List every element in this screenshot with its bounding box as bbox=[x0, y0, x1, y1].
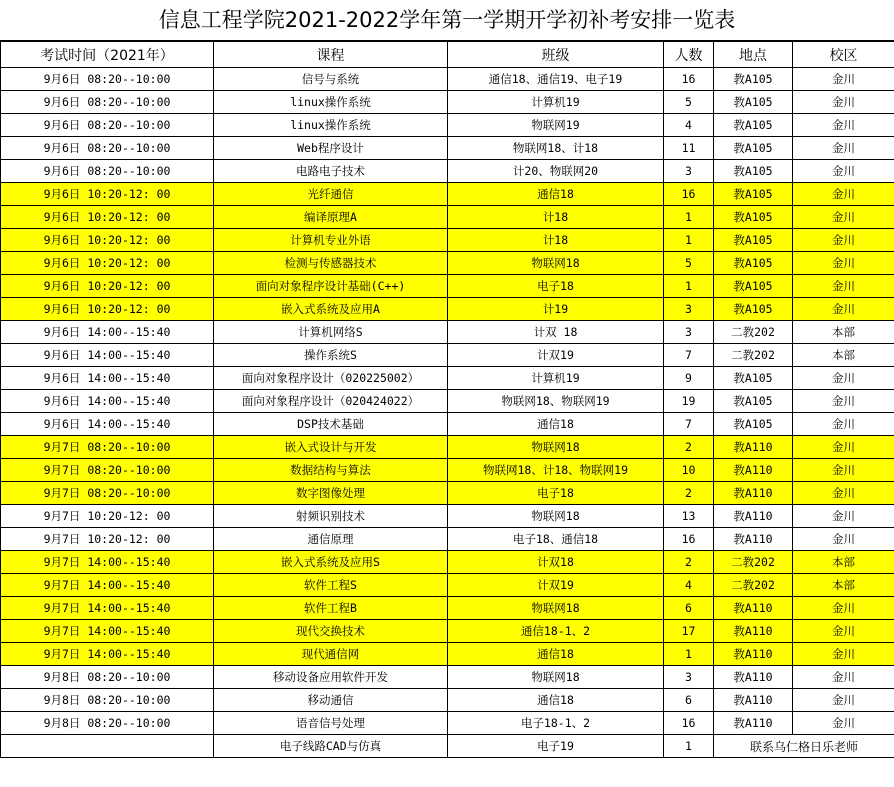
cell-course: 嵌入式系统及应用S bbox=[214, 551, 448, 574]
cell-time: 9月7日 14:00--15:40 bbox=[1, 597, 214, 620]
cell-campus: 金川 bbox=[793, 712, 894, 735]
header-campus: 校区 bbox=[793, 42, 894, 68]
cell-campus: 金川 bbox=[793, 160, 894, 183]
cell-time: 9月8日 08:20--10:00 bbox=[1, 689, 214, 712]
cell-count: 16 bbox=[664, 712, 714, 735]
cell-class: 电子18 bbox=[448, 482, 664, 505]
cell-place: 教A105 bbox=[714, 183, 793, 206]
cell-campus: 金川 bbox=[793, 528, 894, 551]
exam-table bbox=[0, 41, 894, 758]
cell-place: 教A105 bbox=[714, 367, 793, 390]
cell-time: 9月6日 08:20--10:00 bbox=[1, 160, 214, 183]
cell-count: 16 bbox=[664, 183, 714, 206]
cell-class: 通信18 bbox=[448, 413, 664, 436]
table-row bbox=[1, 137, 894, 160]
cell-campus: 金川 bbox=[793, 275, 894, 298]
cell-place: 教A110 bbox=[714, 689, 793, 712]
table-row bbox=[1, 68, 894, 91]
cell-count: 16 bbox=[664, 528, 714, 551]
cell-time: 9月6日 14:00--15:40 bbox=[1, 413, 214, 436]
cell-place: 教A105 bbox=[714, 160, 793, 183]
cell-time: 9月7日 08:20--10:00 bbox=[1, 482, 214, 505]
cell-campus: 金川 bbox=[793, 436, 894, 459]
cell-campus: 金川 bbox=[793, 666, 894, 689]
table-row bbox=[1, 528, 894, 551]
table-row bbox=[1, 574, 894, 597]
cell-place: 教A105 bbox=[714, 91, 793, 114]
cell-campus: 金川 bbox=[793, 505, 894, 528]
cell-course: 现代交换技术 bbox=[214, 620, 448, 643]
cell-count: 13 bbox=[664, 505, 714, 528]
cell-class: 计双 18 bbox=[448, 321, 664, 344]
table-row bbox=[1, 91, 894, 114]
cell-class: 计18 bbox=[448, 229, 664, 252]
cell-time: 9月6日 14:00--15:40 bbox=[1, 367, 214, 390]
cell-time: 9月7日 14:00--15:40 bbox=[1, 620, 214, 643]
cell-class: 计双19 bbox=[448, 574, 664, 597]
cell-campus: 本部 bbox=[793, 551, 894, 574]
cell-campus: 本部 bbox=[793, 344, 894, 367]
cell-class: 电子18 bbox=[448, 275, 664, 298]
cell-place: 教A110 bbox=[714, 666, 793, 689]
cell-contact-note: 联系乌仁格日乐老师 bbox=[714, 735, 894, 758]
cell-place: 教A110 bbox=[714, 482, 793, 505]
cell-course: 软件工程B bbox=[214, 597, 448, 620]
cell-course: 面向对象程序设计基础(C++) bbox=[214, 275, 448, 298]
cell-class: 计18 bbox=[448, 206, 664, 229]
cell-count: 2 bbox=[664, 482, 714, 505]
cell-class: 电子19 bbox=[448, 735, 664, 758]
cell-time: 9月6日 10:20-12: 00 bbox=[1, 206, 214, 229]
cell-course: 信号与系统 bbox=[214, 68, 448, 91]
cell-course: 计算机专业外语 bbox=[214, 229, 448, 252]
cell-count: 3 bbox=[664, 298, 714, 321]
cell-time: 9月6日 10:20-12: 00 bbox=[1, 183, 214, 206]
cell-course: 编译原理A bbox=[214, 206, 448, 229]
cell-count: 16 bbox=[664, 68, 714, 91]
cell-campus: 金川 bbox=[793, 229, 894, 252]
cell-count: 9 bbox=[664, 367, 714, 390]
cell-place: 教A105 bbox=[714, 252, 793, 275]
cell-count: 17 bbox=[664, 620, 714, 643]
cell-class: 通信18、通信19、电子19 bbox=[448, 68, 664, 91]
cell-course: 移动通信 bbox=[214, 689, 448, 712]
table-row bbox=[1, 344, 894, 367]
header-row bbox=[1, 42, 894, 68]
table-row bbox=[1, 321, 894, 344]
sheet-title: 信息工程学院2021-2022学年第一学期开学初补考安排一览表 bbox=[0, 0, 894, 41]
table-row bbox=[1, 206, 894, 229]
cell-campus: 金川 bbox=[793, 482, 894, 505]
table-row bbox=[1, 413, 894, 436]
header-time: 考试时间（2021年） bbox=[1, 42, 214, 68]
cell-time: 9月6日 08:20--10:00 bbox=[1, 137, 214, 160]
table-row bbox=[1, 436, 894, 459]
cell-time: 9月6日 08:20--10:00 bbox=[1, 68, 214, 91]
cell-campus: 金川 bbox=[793, 459, 894, 482]
cell-place: 二教202 bbox=[714, 344, 793, 367]
cell-time: 9月6日 08:20--10:00 bbox=[1, 114, 214, 137]
header-count: 人数 bbox=[664, 42, 714, 68]
cell-count: 3 bbox=[664, 321, 714, 344]
cell-count: 5 bbox=[664, 252, 714, 275]
cell-campus: 金川 bbox=[793, 298, 894, 321]
cell-count: 10 bbox=[664, 459, 714, 482]
cell-time: 9月7日 10:20-12: 00 bbox=[1, 528, 214, 551]
cell-class: 通信18 bbox=[448, 183, 664, 206]
cell-count: 4 bbox=[664, 114, 714, 137]
cell-course: 语音信号处理 bbox=[214, 712, 448, 735]
cell-class: 计19 bbox=[448, 298, 664, 321]
cell-course: linux操作系统 bbox=[214, 114, 448, 137]
cell-class: 电子18-1、2 bbox=[448, 712, 664, 735]
cell-class: 物联网18 bbox=[448, 436, 664, 459]
table-row bbox=[1, 505, 894, 528]
cell-campus: 金川 bbox=[793, 367, 894, 390]
cell-place: 教A110 bbox=[714, 459, 793, 482]
cell-course: 电子线路CAD与仿真 bbox=[214, 735, 448, 758]
cell-class: 电子18、通信18 bbox=[448, 528, 664, 551]
table-row bbox=[1, 643, 894, 666]
cell-class: 计算机19 bbox=[448, 91, 664, 114]
table-row bbox=[1, 689, 894, 712]
cell-course: 计算机网络S bbox=[214, 321, 448, 344]
table-row bbox=[1, 160, 894, 183]
cell-campus: 金川 bbox=[793, 620, 894, 643]
cell-time: 9月7日 14:00--15:40 bbox=[1, 551, 214, 574]
table-row bbox=[1, 298, 894, 321]
cell-count: 1 bbox=[664, 229, 714, 252]
cell-time bbox=[1, 735, 214, 758]
table-row bbox=[1, 597, 894, 620]
header-class: 班级 bbox=[448, 42, 664, 68]
cell-place: 教A105 bbox=[714, 275, 793, 298]
table-row bbox=[1, 252, 894, 275]
cell-count: 6 bbox=[664, 597, 714, 620]
cell-class: 物联网19 bbox=[448, 114, 664, 137]
cell-time: 9月7日 08:20--10:00 bbox=[1, 459, 214, 482]
cell-course: 射频识别技术 bbox=[214, 505, 448, 528]
cell-place: 教A105 bbox=[714, 114, 793, 137]
cell-time: 9月7日 10:20-12: 00 bbox=[1, 505, 214, 528]
cell-place: 教A105 bbox=[714, 413, 793, 436]
cell-course: Web程序设计 bbox=[214, 137, 448, 160]
cell-class: 物联网18 bbox=[448, 597, 664, 620]
table-row bbox=[1, 275, 894, 298]
cell-campus: 本部 bbox=[793, 574, 894, 597]
cell-class: 通信18 bbox=[448, 689, 664, 712]
cell-place: 二教202 bbox=[714, 321, 793, 344]
cell-time: 9月6日 14:00--15:40 bbox=[1, 390, 214, 413]
cell-campus: 金川 bbox=[793, 206, 894, 229]
cell-count: 1 bbox=[664, 643, 714, 666]
cell-class: 物联网18 bbox=[448, 666, 664, 689]
cell-class: 计20、物联网20 bbox=[448, 160, 664, 183]
cell-campus: 金川 bbox=[793, 643, 894, 666]
header-place: 地点 bbox=[714, 42, 793, 68]
table-row bbox=[1, 229, 894, 252]
cell-place: 教A105 bbox=[714, 206, 793, 229]
cell-place: 教A105 bbox=[714, 390, 793, 413]
cell-place: 二教202 bbox=[714, 574, 793, 597]
cell-count: 1 bbox=[664, 206, 714, 229]
table-row bbox=[1, 459, 894, 482]
cell-place: 教A110 bbox=[714, 505, 793, 528]
cell-class: 通信18-1、2 bbox=[448, 620, 664, 643]
table-row bbox=[1, 551, 894, 574]
table-row bbox=[1, 183, 894, 206]
cell-time: 9月6日 08:20--10:00 bbox=[1, 91, 214, 114]
cell-course: 软件工程S bbox=[214, 574, 448, 597]
cell-count: 7 bbox=[664, 344, 714, 367]
cell-course: 电路电子技术 bbox=[214, 160, 448, 183]
cell-count: 19 bbox=[664, 390, 714, 413]
cell-course: linux操作系统 bbox=[214, 91, 448, 114]
cell-count: 11 bbox=[664, 137, 714, 160]
cell-time: 9月8日 08:20--10:00 bbox=[1, 712, 214, 735]
cell-time: 9月6日 14:00--15:40 bbox=[1, 321, 214, 344]
cell-count: 2 bbox=[664, 551, 714, 574]
cell-course: 移动设备应用软件开发 bbox=[214, 666, 448, 689]
cell-campus: 金川 bbox=[793, 413, 894, 436]
table-row bbox=[1, 620, 894, 643]
cell-course: 数字图像处理 bbox=[214, 482, 448, 505]
table-row bbox=[1, 367, 894, 390]
cell-time: 9月6日 10:20-12: 00 bbox=[1, 275, 214, 298]
cell-course: 现代通信网 bbox=[214, 643, 448, 666]
cell-class: 计算机19 bbox=[448, 367, 664, 390]
cell-place: 教A110 bbox=[714, 597, 793, 620]
cell-campus: 金川 bbox=[793, 114, 894, 137]
cell-place: 教A110 bbox=[714, 620, 793, 643]
cell-class: 物联网18 bbox=[448, 252, 664, 275]
cell-time: 9月8日 08:20--10:00 bbox=[1, 666, 214, 689]
cell-course: 操作系统S bbox=[214, 344, 448, 367]
cell-campus: 金川 bbox=[793, 183, 894, 206]
table-row bbox=[1, 390, 894, 413]
cell-course: 检测与传感器技术 bbox=[214, 252, 448, 275]
cell-time: 9月6日 10:20-12: 00 bbox=[1, 252, 214, 275]
cell-course: 数据结构与算法 bbox=[214, 459, 448, 482]
cell-campus: 本部 bbox=[793, 321, 894, 344]
cell-class: 通信18 bbox=[448, 643, 664, 666]
cell-class: 物联网18 bbox=[448, 505, 664, 528]
cell-place: 教A110 bbox=[714, 712, 793, 735]
cell-course: 面向对象程序设计（020424022） bbox=[214, 390, 448, 413]
cell-class: 物联网18、计18、物联网19 bbox=[448, 459, 664, 482]
cell-place: 教A105 bbox=[714, 68, 793, 91]
cell-time: 9月6日 10:20-12: 00 bbox=[1, 229, 214, 252]
cell-course: DSP技术基础 bbox=[214, 413, 448, 436]
cell-campus: 金川 bbox=[793, 91, 894, 114]
cell-count: 4 bbox=[664, 574, 714, 597]
table-row bbox=[1, 482, 894, 505]
cell-time: 9月7日 08:20--10:00 bbox=[1, 436, 214, 459]
cell-course: 面向对象程序设计（020225002） bbox=[214, 367, 448, 390]
cell-count: 3 bbox=[664, 160, 714, 183]
cell-place: 教A110 bbox=[714, 643, 793, 666]
cell-time: 9月6日 14:00--15:40 bbox=[1, 344, 214, 367]
cell-campus: 金川 bbox=[793, 68, 894, 91]
cell-campus: 金川 bbox=[793, 689, 894, 712]
cell-time: 9月7日 14:00--15:40 bbox=[1, 643, 214, 666]
header-course: 课程 bbox=[214, 42, 448, 68]
cell-count: 7 bbox=[664, 413, 714, 436]
cell-campus: 金川 bbox=[793, 252, 894, 275]
table-row bbox=[1, 712, 894, 735]
table-row bbox=[1, 735, 894, 758]
table-row bbox=[1, 666, 894, 689]
cell-class: 物联网18、计18 bbox=[448, 137, 664, 160]
cell-count: 2 bbox=[664, 436, 714, 459]
cell-place: 二教202 bbox=[714, 551, 793, 574]
cell-course: 光纤通信 bbox=[214, 183, 448, 206]
cell-place: 教A105 bbox=[714, 229, 793, 252]
cell-class: 计双18 bbox=[448, 551, 664, 574]
cell-campus: 金川 bbox=[793, 137, 894, 160]
cell-class: 计双19 bbox=[448, 344, 664, 367]
cell-time: 9月6日 10:20-12: 00 bbox=[1, 298, 214, 321]
cell-class: 物联网18、物联网19 bbox=[448, 390, 664, 413]
cell-course: 嵌入式系统及应用A bbox=[214, 298, 448, 321]
cell-place: 教A105 bbox=[714, 298, 793, 321]
cell-campus: 金川 bbox=[793, 390, 894, 413]
cell-course: 嵌入式设计与开发 bbox=[214, 436, 448, 459]
table-body bbox=[1, 68, 894, 735]
cell-place: 教A110 bbox=[714, 528, 793, 551]
cell-campus: 金川 bbox=[793, 597, 894, 620]
cell-count: 6 bbox=[664, 689, 714, 712]
cell-count: 1 bbox=[664, 735, 714, 758]
cell-place: 教A105 bbox=[714, 137, 793, 160]
table-row bbox=[1, 114, 894, 137]
cell-count: 5 bbox=[664, 91, 714, 114]
cell-place: 教A110 bbox=[714, 436, 793, 459]
cell-time: 9月7日 14:00--15:40 bbox=[1, 574, 214, 597]
cell-count: 3 bbox=[664, 666, 714, 689]
cell-course: 通信原理 bbox=[214, 528, 448, 551]
cell-count: 1 bbox=[664, 275, 714, 298]
